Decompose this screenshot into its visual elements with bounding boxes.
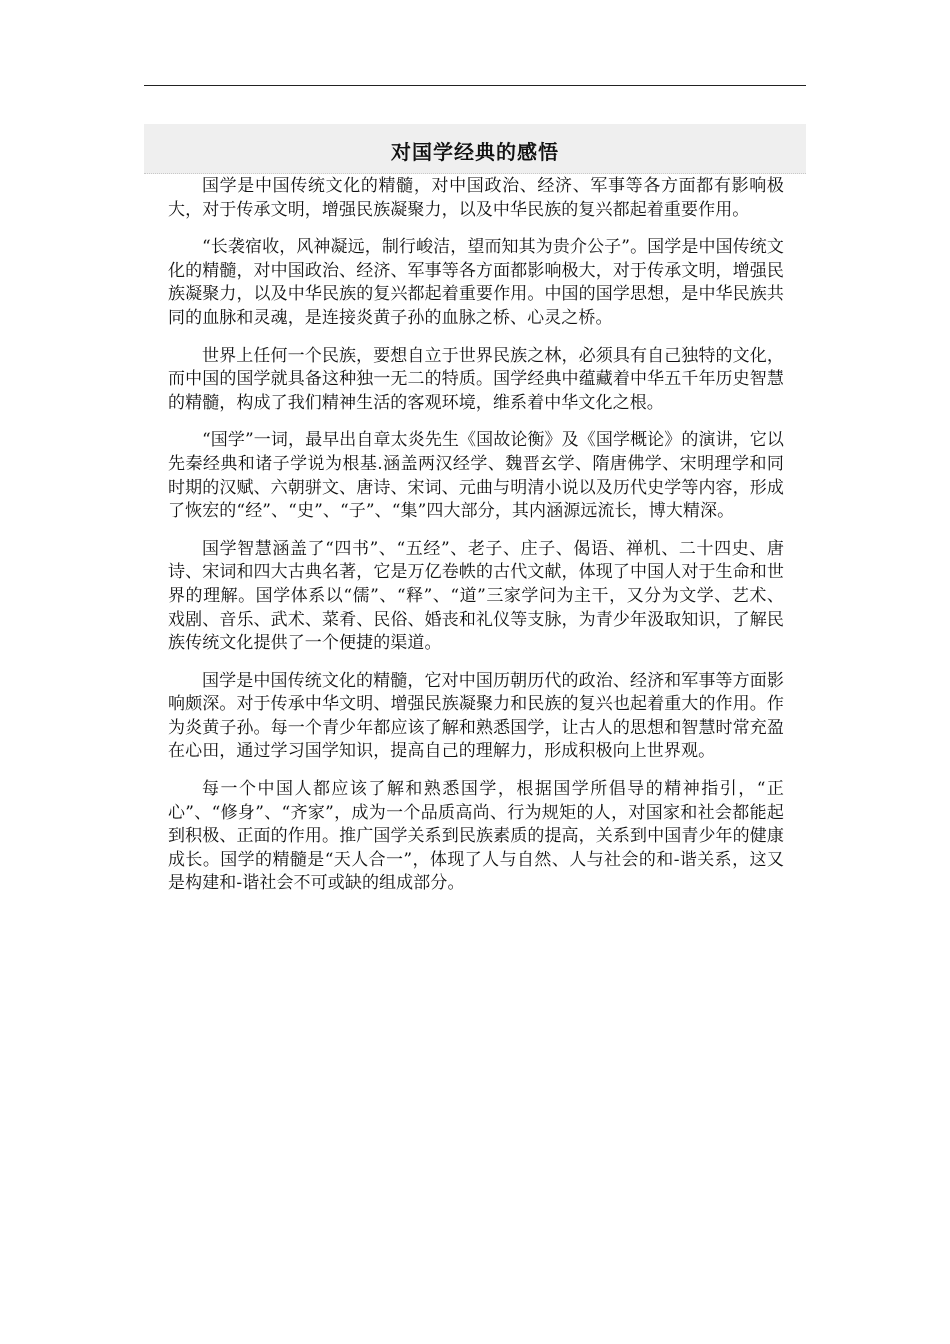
header-rule: [144, 85, 806, 86]
paragraph-3: 世界上任何一个民族，要想自立于世界民族之林，必须具有自己独特的文化，而中国的国学就具备这种独一无二的特质。国学经典中蕴藏着中华五千年历史智慧的精髓，构成了我们精神生活的客观环境，维系着中华文化之根。: [168, 345, 784, 413]
paragraph-5: 国学智慧涵盖了“四书”、“五经”、老子、庄子、偈语、禅机、二十四史、唐诗、宋词和四大古典名著，它是万亿卷帙的古代文献，体现了中国人对于生命和世界的理解。国学体系以“儒”、“释”、“道”三家学问为主干，又分为文学、艺术、戏剧、音乐、武术、菜肴、民俗、婚丧和礼仪等支脉，为青少年汲取知识，了解民族传统文化提供了一个便捷的渠道。: [168, 538, 784, 654]
paragraph-4: “国学”一词，最早出自章太炎先生《国故论衡》及《国学概论》的演讲，它以先秦经典和诸子学说为根基.涵盖两汉经学、魏晋玄学、隋唐佛学、宋明理学和同时期的汉赋、六朝骈文、唐诗、宋词、元曲与明清小说以及历代史学等内容，形成了恢宏的“经”、“史”、“子”、“集”四大部分，其内涵源远流长，博大精深。: [168, 430, 784, 522]
paragraph-7: 每一个中国人都应该了解和熟悉国学，根据国学所倡导的精神指引，“正心”、“修身”、“齐家”，成为一个品质高尚、行为规矩的人，对国家和社会都能起到积极、正面的作用。推广国学关系到民族素质的提高，关系到中国青少年的健康成长。国学的精髓是“天人合一”，体现了人与自然、人与社会的和-谐关系，这又是构建和-谐社会不可或缺的组成部分。: [168, 779, 784, 894]
document-body: [168, 175, 784, 910]
document-title: 对国学经典的感悟: [391, 140, 559, 164]
paragraph-6: 国学是中国传统文化的精髓，它对中国历朝历代的政治、经济和军事等方面影响颇深。对于传承中华文明、增强民族凝聚力和民族的复兴也起着重大的作用。作为炎黄子孙。每一个青少年都应该了解和熟悉国学，让古人的思想和智慧时常充盈在心田，通过学习国学知识，提高自己的理解力，形成积极向上世界观。: [168, 670, 784, 762]
paragraph-1: 国学是中国传统文化的精髓，对中国政治、经济、军事等各方面都有影响极大，对于传承文明，增强民族凝聚力，以及中华民族的复兴都起着重要作用。: [168, 176, 784, 220]
title-band: [144, 124, 806, 174]
paragraph-2: “长袭宿收，风神凝远，制行峻洁，望而知其为贵介公子”。国学是中国传统文化的精髓，对中国政治、经济、军事等各方面都影响极大，对于传承文明，增强民族凝聚力，以及中华民族的复兴都起着重要作用。中国的国学思想，是中华民族共同的血脉和灵魂，是连接炎黄子孙的血脉之桥、心灵之桥。: [168, 237, 784, 328]
